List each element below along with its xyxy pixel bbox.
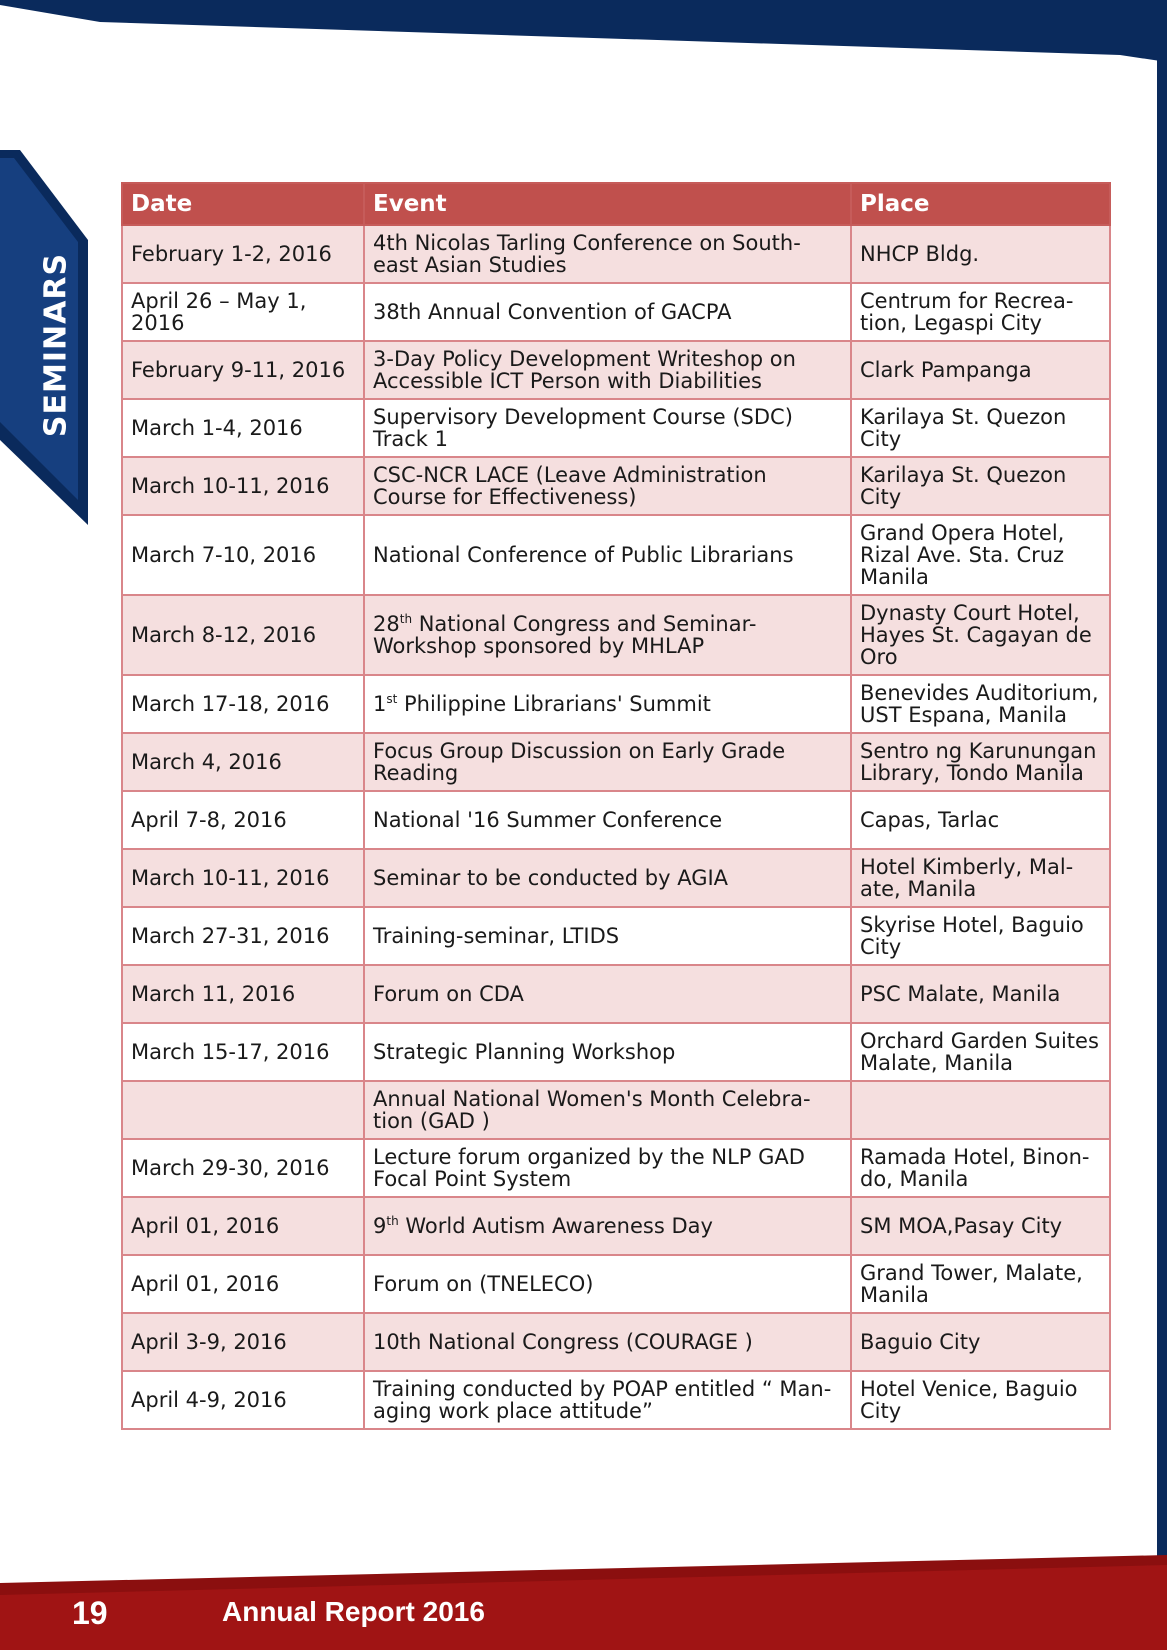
table-row (122, 1313, 1110, 1371)
row-place: Capas, Tarlac (851, 791, 1110, 849)
row-date: March 27-31, 2016 (122, 907, 364, 965)
row-event (364, 1197, 851, 1255)
row-event: Lecture forum organized by the NLP GAD Focal Point System (364, 1139, 851, 1197)
table-row (122, 341, 1110, 399)
event-ordinal-suffix: th (399, 612, 413, 626)
row-date: March 4, 2016 (122, 733, 364, 791)
table-row (122, 849, 1110, 907)
row-date: March 10-11, 2016 (122, 457, 364, 515)
header-date: Date (122, 183, 364, 225)
row-event: Focus Group Discussion on Early Grade Reading (364, 733, 851, 791)
table-row (122, 457, 1110, 515)
row-event: 4th Nicolas Tarling Conference on South-east Asian Studies (364, 225, 851, 283)
table-row (122, 965, 1110, 1023)
row-date: March 15-17, 2016 (122, 1023, 364, 1081)
row-date: March 11, 2016 (122, 965, 364, 1023)
event-text: World Autism Awareness Day (398, 1214, 713, 1238)
header-place: Place (851, 183, 1110, 225)
table-row (122, 791, 1110, 849)
row-event: Training conducted by POAP entitled “ Man-aging work place attitude” (364, 1371, 851, 1429)
table-row (122, 1371, 1110, 1429)
row-date (122, 1081, 364, 1139)
row-place: Benevides Auditorium, UST Espana, Manila (851, 675, 1110, 733)
row-event: 10th National Congress (COURAGE ) (364, 1313, 851, 1371)
row-event (364, 675, 851, 733)
header-event: Event (364, 183, 851, 225)
row-place: Centrum for Recrea-tion, Legaspi City (851, 283, 1110, 341)
row-date: March 7-10, 2016 (122, 515, 364, 595)
row-place: SM MOA,Pasay City (851, 1197, 1110, 1255)
row-place: Grand Tower, Malate, Manila (851, 1255, 1110, 1313)
row-date: March 8-12, 2016 (122, 595, 364, 675)
seminars-table (121, 182, 1111, 1430)
event-ordinal-suffix: st (386, 692, 398, 706)
top-banner (0, 0, 1167, 70)
row-date: April 26 – May 1, 2016 (122, 283, 364, 341)
table-row (122, 1255, 1110, 1313)
row-place: Karilaya St. Quezon City (851, 399, 1110, 457)
row-date: March 10-11, 2016 (122, 849, 364, 907)
row-event: CSC-NCR LACE (Leave Administration Course for Effectiveness) (364, 457, 851, 515)
row-event: 38th Annual Convention of GACPA (364, 283, 851, 341)
table-row (122, 595, 1110, 675)
row-event: 3-Day Policy Development Writeshop on Accessible ICT Person with Diabilities (364, 341, 851, 399)
row-event: National Conference of Public Librarians (364, 515, 851, 595)
table-row (122, 907, 1110, 965)
row-event: Annual National Women's Month Celebra-tion (GAD ) (364, 1081, 851, 1139)
row-date: April 01, 2016 (122, 1197, 364, 1255)
table-row (122, 225, 1110, 283)
row-date: February 9-11, 2016 (122, 341, 364, 399)
row-place: Ramada Hotel, Binon-do, Manila (851, 1139, 1110, 1197)
row-place: Karilaya St. Quezon City (851, 457, 1110, 515)
row-event (364, 595, 851, 675)
event-text: National Congress and Seminar-Workshop sponsored by MHLAP (373, 612, 757, 658)
table-header-row (122, 183, 1110, 225)
page-number: 19 (72, 1595, 108, 1631)
right-edge-bar (1157, 0, 1167, 1580)
footer-banner (0, 1555, 1167, 1650)
section-label: SEMINARS (38, 252, 74, 438)
row-date: March 29-30, 2016 (122, 1139, 364, 1197)
row-place: NHCP Bldg. (851, 225, 1110, 283)
row-date: April 01, 2016 (122, 1255, 364, 1313)
row-event: Forum on CDA (364, 965, 851, 1023)
event-text: 28 (373, 612, 400, 636)
table-row (122, 515, 1110, 595)
row-event: Seminar to be conducted by AGIA (364, 849, 851, 907)
row-date: March 1-4, 2016 (122, 399, 364, 457)
row-event: National '16 Summer Conference (364, 791, 851, 849)
row-event: Forum on (TNELECO) (364, 1255, 851, 1313)
table-row (122, 283, 1110, 341)
table-row (122, 399, 1110, 457)
table-row (122, 1081, 1110, 1139)
footer-title: Annual Report 2016 (222, 1596, 485, 1627)
row-place: Baguio City (851, 1313, 1110, 1371)
row-date: April 4-9, 2016 (122, 1371, 364, 1429)
row-date: March 17-18, 2016 (122, 675, 364, 733)
table-row (122, 1139, 1110, 1197)
row-place: Clark Pampanga (851, 341, 1110, 399)
row-place: Orchard Garden Suites Malate, Manila (851, 1023, 1110, 1081)
row-place: Sentro ng Karunungan Library, Tondo Manila (851, 733, 1110, 791)
row-place: Skyrise Hotel, Baguio City (851, 907, 1110, 965)
event-ordinal-suffix: th (386, 1214, 399, 1228)
row-place: PSC Malate, Manila (851, 965, 1110, 1023)
row-event: Training-seminar, LTIDS (364, 907, 851, 965)
event-text: Philippine Librarians' Summit (397, 692, 711, 716)
table-row (122, 733, 1110, 791)
row-place: Hotel Kimberly, Mal-ate, Manila (851, 849, 1110, 907)
event-text: 1 (373, 692, 387, 716)
row-date: April 3-9, 2016 (122, 1313, 364, 1371)
table-row (122, 1197, 1110, 1255)
event-text: 9 (373, 1214, 387, 1238)
table-row (122, 1023, 1110, 1081)
row-place (851, 1081, 1110, 1139)
row-event: Supervisory Development Course (SDC) Track 1 (364, 399, 851, 457)
row-place: Hotel Venice, Baguio City (851, 1371, 1110, 1429)
row-date: April 7-8, 2016 (122, 791, 364, 849)
row-place: Grand Opera Hotel, Rizal Ave. Sta. Cruz Manila (851, 515, 1110, 595)
table-row (122, 675, 1110, 733)
row-event: Strategic Planning Workshop (364, 1023, 851, 1081)
row-place: Dynasty Court Hotel, Hayes St. Cagayan de Oro (851, 595, 1110, 675)
row-date: February 1-2, 2016 (122, 225, 364, 283)
